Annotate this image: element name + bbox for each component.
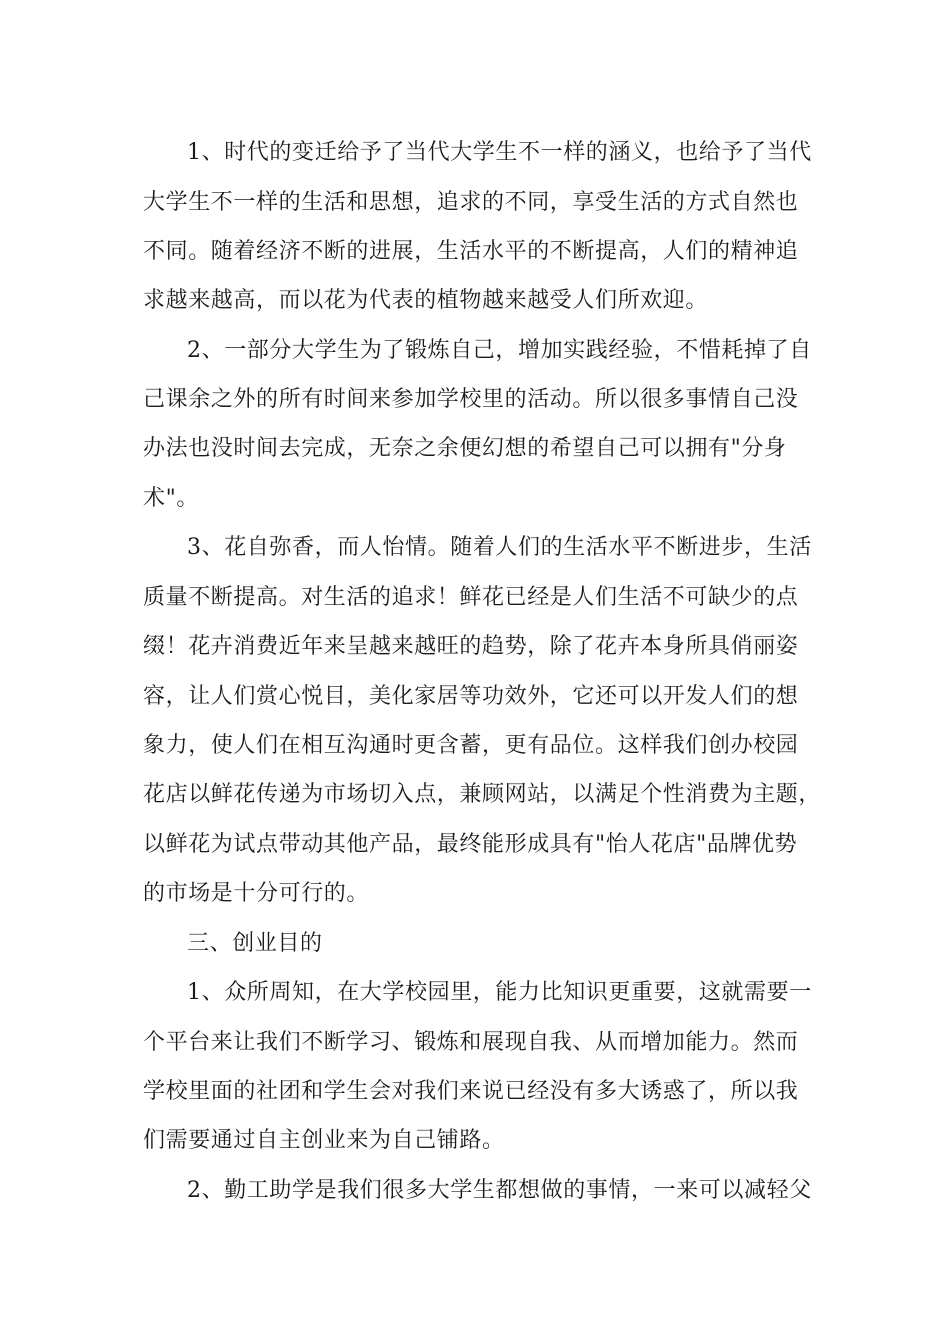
paragraph-4-line-2: 个平台来让我们不断学习、锻炼和展现自我、从而增加能力。然而 bbox=[143, 1030, 799, 1055]
paragraph-2-line-1: 2、一部分大学生为了锻炼自己，增加实践经验，不惜耗掉了自 bbox=[187, 338, 812, 363]
paragraph-4-line-1: 1、众所周知，在大学校园里，能力比知识更重要，这就需要一 bbox=[187, 980, 812, 1005]
paragraph-3-line-4: 容，让人们赏心悦目，美化家居等功效外，它还可以开发人们的想 bbox=[143, 684, 799, 709]
paragraph-3-line-6: 花店以鲜花传递为市场切入点，兼顾网站，以满足个性消费为主题， bbox=[143, 782, 822, 807]
paragraph-3-line-7: 以鲜花为试点带动其他产品，最终能形成具有"怡人花店"品牌优势 bbox=[143, 832, 798, 857]
paragraph-2-line-4: 术"。 bbox=[143, 486, 199, 511]
paragraph-2-line-2: 己课余之外的所有时间来参加学校里的活动。所以很多事情自己没 bbox=[143, 387, 799, 412]
paragraph-4-line-3: 学校里面的社团和学生会对我们来说已经没有多大诱惑了，所以我 bbox=[143, 1079, 799, 1104]
paragraph-2-line-3: 办法也没时间去完成，无奈之余便幻想的希望自己可以拥有"分身 bbox=[143, 436, 787, 461]
paragraph-3-line-8: 的市场是十分可行的。 bbox=[143, 881, 370, 906]
paragraph-4-line-4: 们需要通过自主创业来为自己铺路。 bbox=[143, 1128, 505, 1153]
paragraph-1-line-4: 求越来越高，而以花为代表的植物越来越受人们所欢迎。 bbox=[143, 288, 709, 313]
paragraph-3-line-1: 3、花自弥香，而人怡情。随着人们的生活水平不断进步，生活 bbox=[187, 535, 812, 560]
paragraph-5-line-1: 2、勤工助学是我们很多大学生都想做的事情，一来可以减轻父 bbox=[187, 1178, 812, 1203]
paragraph-1-line-2: 大学生不一样的生活和思想，追求的不同，享受生活的方式自然也 bbox=[143, 190, 799, 215]
paragraph-3-line-2: 质量不断提高。对生活的追求！鲜花已经是人们生活不可缺少的点 bbox=[143, 585, 799, 610]
paragraph-1-line-1: 1、时代的变迁给予了当代大学生不一样的涵义，也给予了当代 bbox=[187, 140, 812, 165]
paragraph-1-line-3: 不同。随着经济不断的进展，生活水平的不断提高，人们的精神追 bbox=[143, 239, 799, 264]
paragraph-3-line-5: 象力，使人们在相互沟通时更含蓄，更有品位。这样我们创办校园 bbox=[143, 733, 799, 758]
paragraph-3-line-3: 缀！花卉消费近年来呈越来越旺的趋势，除了花卉本身所具俏丽姿 bbox=[143, 634, 799, 659]
section-heading: 三、创业目的 bbox=[187, 931, 323, 956]
